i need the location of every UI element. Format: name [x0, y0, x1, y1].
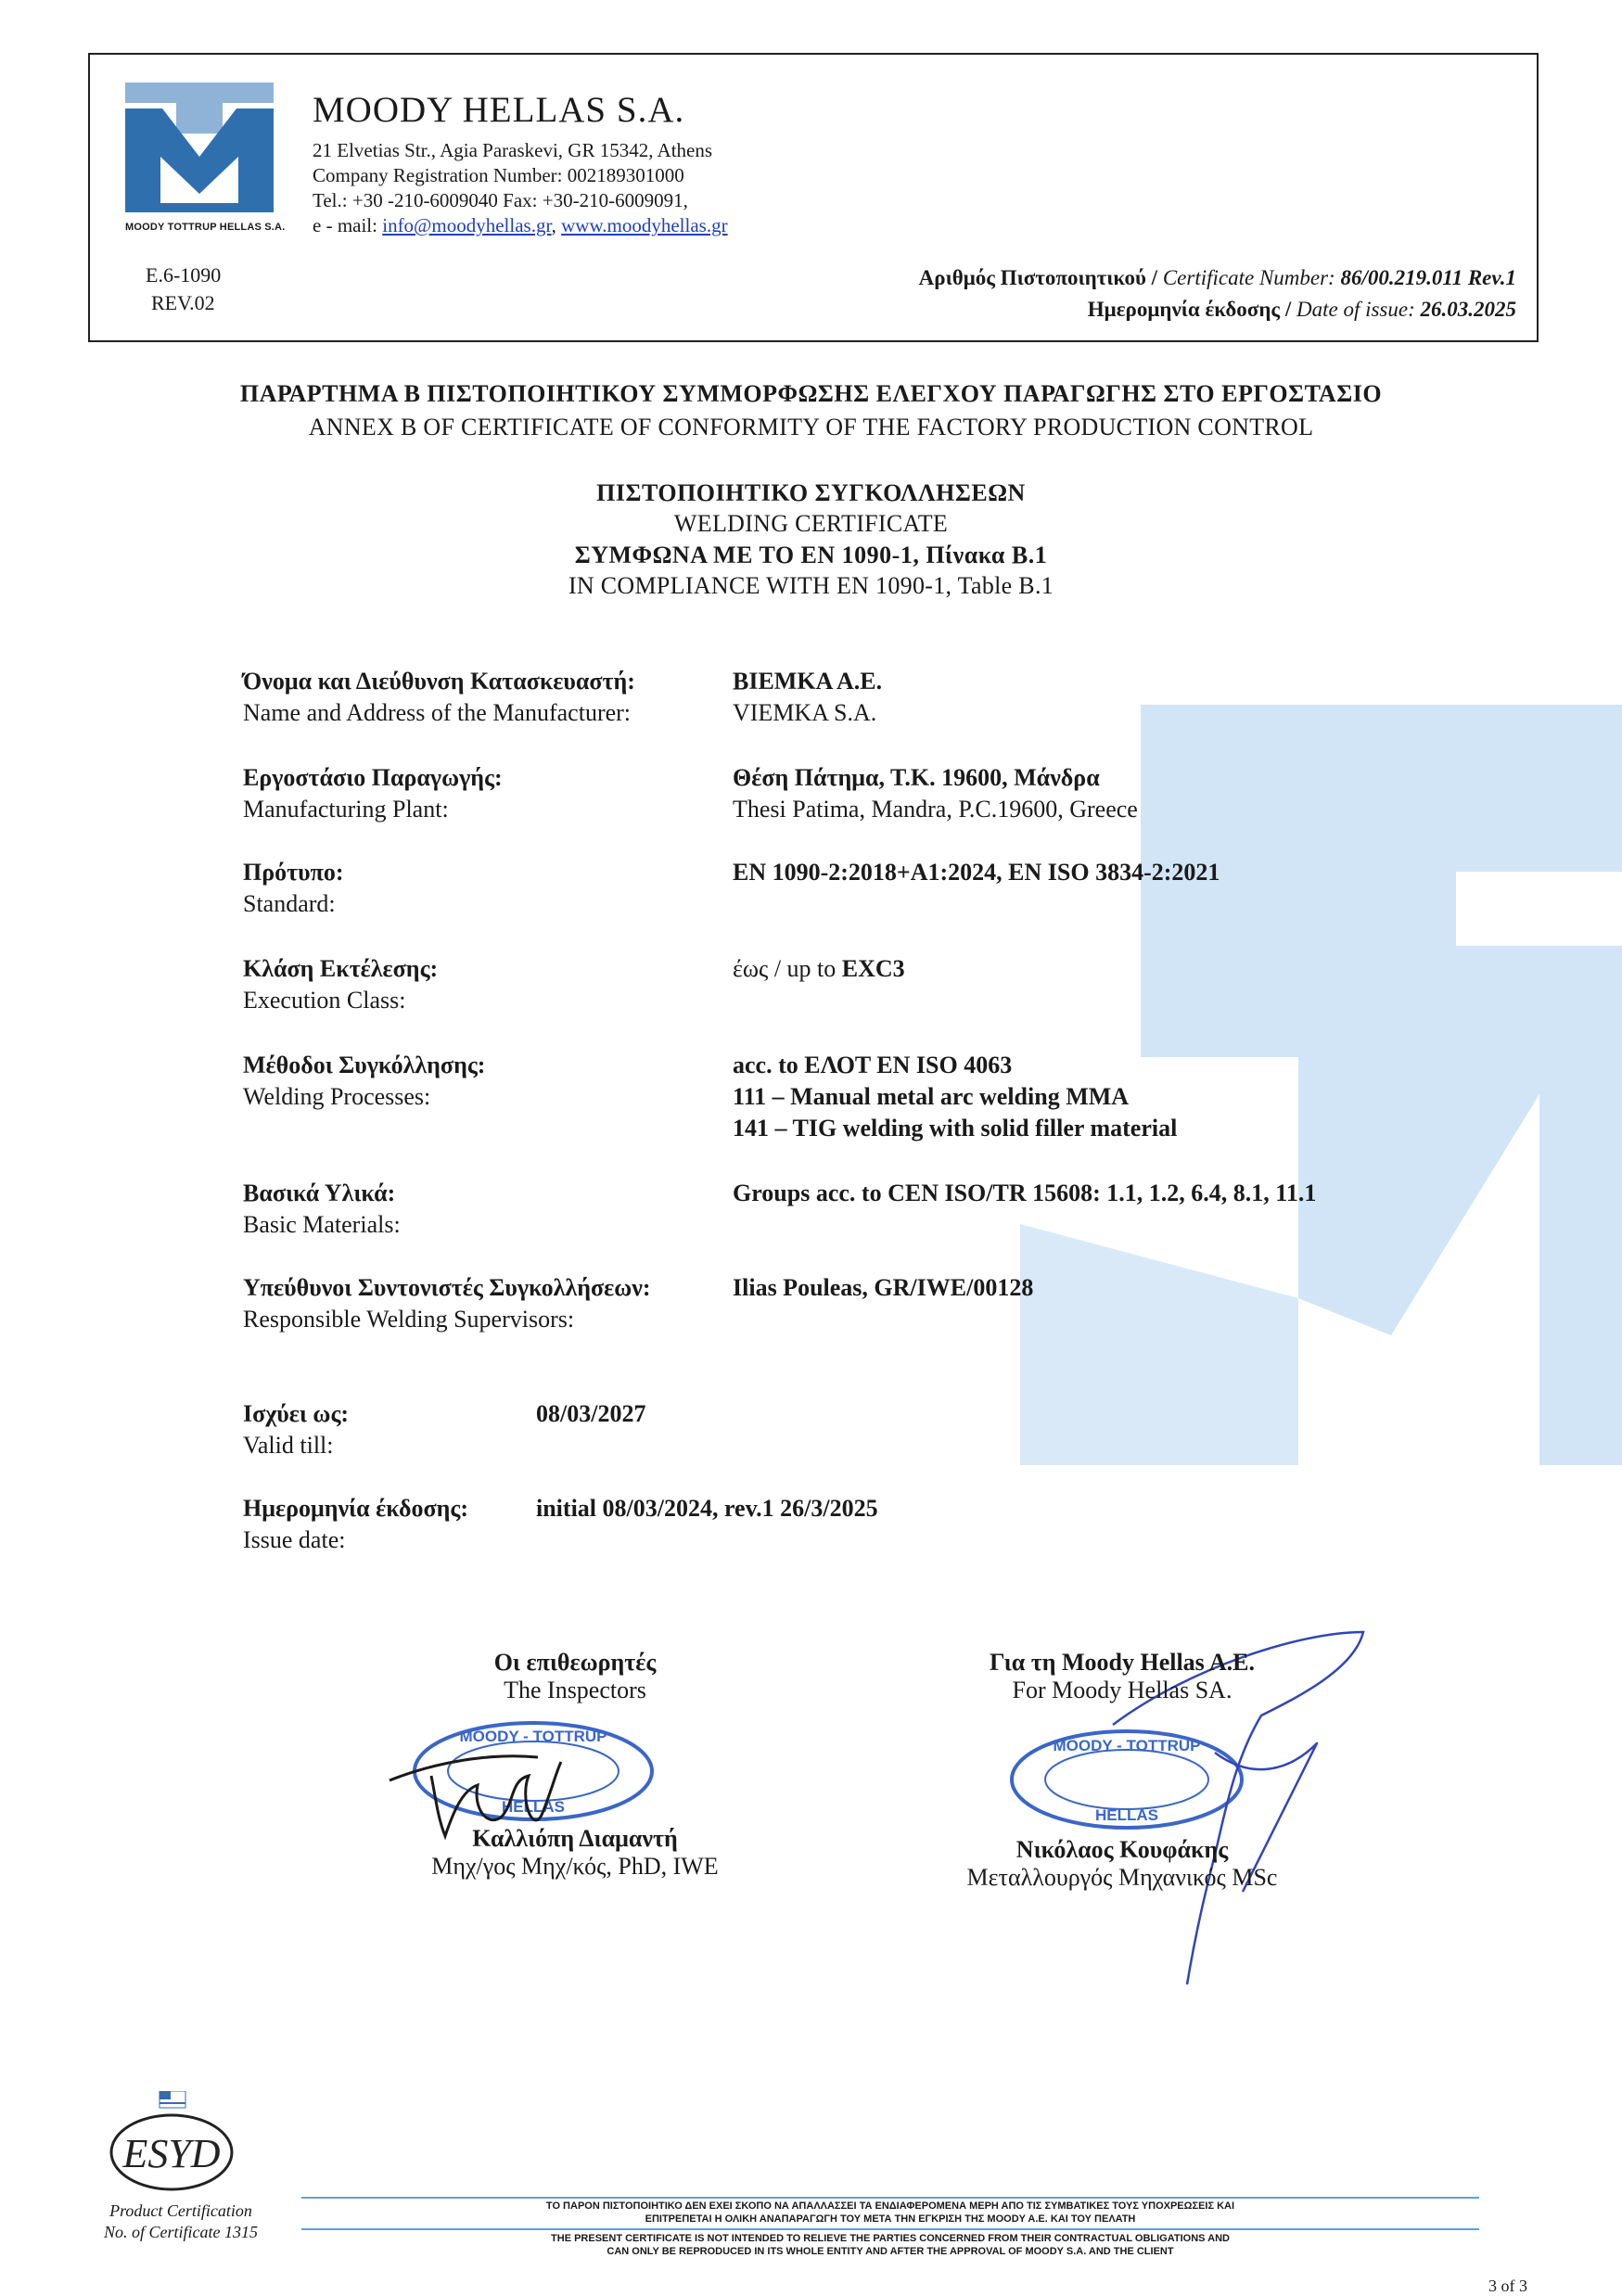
- address-line-1: 21 Elvetias Str., Agia Paraskevi, GR 15342, Athens: [313, 139, 713, 161]
- doc-code: E.6-1090: [146, 263, 222, 287]
- inspectors-title-en: The Inspectors: [504, 1677, 646, 1703]
- supervisors-label-gr: Υπεύθυνοι Συντονιστές Συγκολλήσεων:: [243, 1274, 651, 1301]
- execution-class-label-gr: Κλάση Εκτέλεσης:: [243, 955, 439, 982]
- annex-title-gr: ΠΑΡΑΡΤΗΜΑ B ΠΙΣΤΟΠΟΙΗΤΙΚΟΥ ΣΥΜΜΟΡΦΩΣΗΣ ΕΛΕΓΧΟΥ ΠΑΡΑΓΩΓΗΣ ΣΤΟ ΕΡΓΟΣΤΑΣΙΟ: [239, 380, 1383, 407]
- welding-process-141: 141 – TIG welding with solid filler material: [733, 1115, 1178, 1142]
- company-signatory-block: [927, 1649, 1317, 1704]
- company-signatory-name-block: [927, 1836, 1317, 1892]
- email-link[interactable]: info@moodyhellas.gr: [382, 214, 552, 236]
- disclaimer-gr-line2: ΕΠΙΤΡΕΠΕΤΑΙ Η ΟΛΙΚΗ ΑΝΑΠΑΡΑΓΩΓΗ ΤΟΥ ΜΕΤΑ ΤΗΝ ΕΓΚΡΙΣΗ ΤΗΣ MOODY A.E. ΚΑΙ ΤΟΥ ΠΕΛΑΤΗ: [645, 2213, 1136, 2225]
- plant-value-gr: Θέση Πάτημα, Τ.Κ. 19600, Μάνδρα: [733, 764, 1100, 791]
- valid-till-label-en: Valid till:: [243, 1432, 334, 1459]
- execution-class-label-en: Execution Class:: [243, 987, 406, 1014]
- plant-label-en: Manufacturing Plant:: [243, 796, 449, 823]
- company-stamp-top-text: MOODY - TOTTRUP: [1053, 1737, 1201, 1754]
- esyd-logo-text: ESYD: [122, 2131, 221, 2176]
- basic-materials-label-gr: Βασικά Υλικά:: [243, 1180, 396, 1206]
- plant-label-gr: Εργοστάσιο Παραγωγής:: [243, 764, 503, 791]
- certificate-number-line: [919, 266, 1516, 290]
- phone-fax: Tel.: +30 -210-6009040 Fax: +30-210-6009091,: [313, 189, 688, 211]
- page-number: 3 of 3: [1488, 2277, 1527, 2295]
- execution-class-prefix: έως / up to: [733, 955, 842, 982]
- registration-number: Company Registration Number: 002189301000: [313, 164, 684, 186]
- logo-caption: MOODY TOTTRUP HELLAS S.A.: [125, 222, 286, 233]
- company-logo: [125, 83, 274, 217]
- issue-date-label-en: Issue date:: [243, 1526, 346, 1553]
- website-link[interactable]: www.moodyhellas.gr: [561, 214, 728, 236]
- inspector-name: Καλλιόπη Διαμαντή: [472, 1825, 678, 1852]
- company-signatory-name: Νικόλαος Κουφάκης: [1015, 1836, 1229, 1863]
- manufacturer-label-gr: Όνομα και Διεύθυνση Κατασκευαστή:: [243, 668, 635, 695]
- doc-revision: REV.02: [151, 291, 215, 314]
- company-signatory-role: Μεταλλουργός Μηχανικός MSc: [966, 1864, 1278, 1891]
- footer-line-top: [301, 2197, 1479, 2199]
- footer-line-middle: [301, 2228, 1479, 2230]
- certificate-title-gr: ΠΙΣΤΟΠΟΙΗΤΙΚΟ ΣΥΓΚΟΛΛΗΣΕΩΝ: [596, 479, 1026, 506]
- manufacturer-value-en: VIEMKA S.A.: [733, 699, 877, 726]
- manufacturer-label-en: Name and Address of the Manufacturer:: [243, 699, 632, 726]
- manufacturer-value-gr: ΒΙΕΜΚΑ Α.Ε.: [733, 668, 883, 695]
- separator: ,: [551, 214, 562, 236]
- cert-number-label-gr: Αριθμός Πιστοποιητικού /: [918, 266, 1163, 289]
- standard-value: EN 1090-2:2018+A1:2024, EN ISO 3834-2:2021: [733, 859, 1220, 886]
- issue-label-gr: Ημερομηνία έκδοσης /: [1087, 298, 1296, 321]
- execution-class: EXC3: [841, 955, 905, 982]
- esyd-caption: [83, 2200, 278, 2243]
- disclaimer-gr-line1: ΤΟ ΠΑΡΟΝ ΠΙΣΤΟΠΟΙΗΤΙΚΟ ΔΕΝ ΕΧΕΙ ΣΚΟΠΟ ΝΑ ΑΠΑΛΛΑΣΣΕΙ ΤΑ ΕΝΔΙΑΦΕΡΟΜΕΝΑ ΜΕΡΗ ΑΠΟ ΤΙΣ ΣΥΜΒΑΤΙΚΕΣ ΤΟΥΣ ΥΠΟΧΡΕΩΣΕΙΣ ΚΑΙ: [545, 2200, 1235, 2212]
- valid-till-label-gr: Ισχύει ως:: [243, 1400, 350, 1427]
- stamp-bottom-text: HELLAS: [502, 1798, 565, 1816]
- disclaimer-en-line1: THE PRESENT CERTIFICATE IS NOT INTENDED TO RELIEVE THE PARTIES CONCERNED FROM THEIR CONTRACTUAL OBLIGATIONS AND: [551, 2233, 1230, 2244]
- welding-processes-label-en: Welding Processes:: [243, 1083, 431, 1110]
- date-of-issue-line: [1088, 298, 1516, 322]
- annex-title-en: ANNEX B OF CERTIFICATE OF CONFORMITY OF THE FACTORY PRODUCTION CONTROL: [308, 414, 1314, 440]
- valid-till-value: 08/03/2027: [536, 1400, 646, 1427]
- welding-processes-label-gr: Μέθοδοι Συγκόλλησης:: [243, 1052, 486, 1078]
- company-signatory-title-gr: Για τη Moody Hellas A.E.: [990, 1649, 1255, 1676]
- standard-label-gr: Πρότυπο:: [243, 859, 344, 886]
- email-prefix: e - mail:: [313, 214, 383, 236]
- disclaimer-en: [306, 2232, 1475, 2258]
- inspectors-title-gr: Οι επιθεωρητές: [493, 1649, 657, 1676]
- plant-value-en: Thesi Patima, Mandra, P.C.19600, Greece: [733, 796, 1138, 823]
- contact-line: [313, 213, 728, 238]
- compliance-gr: ΣΥΜΦΩΝΑ ΜΕ ΤΟ EN 1090-1, Πίνακα Β.1: [574, 542, 1048, 568]
- issue-date-value: initial 08/03/2024, rev.1 26/3/2025: [536, 1495, 878, 1522]
- company-name: MOODY HELLAS S.A.: [313, 90, 685, 130]
- inspector-role: Μηχ/γος Μηχ/κός, PhD, IWE: [431, 1853, 719, 1880]
- esyd-logo: [102, 2091, 241, 2193]
- issue-date: 26.03.2025: [1420, 298, 1516, 321]
- cert-number-label-en: Certificate Number:: [1162, 266, 1341, 289]
- standard-label-en: Standard:: [243, 890, 336, 917]
- company-signatory-title-en: For Moody Hellas SA.: [1012, 1677, 1232, 1703]
- issue-label-en: Date of issue:: [1296, 298, 1421, 321]
- inspector-name-block: [343, 1825, 807, 1881]
- stamp-top-text: MOODY - TOTTRUP: [459, 1728, 607, 1745]
- basic-materials-label-en: Basic Materials:: [243, 1211, 401, 1238]
- certificate-title-en: WELDING CERTIFICATE: [673, 510, 949, 537]
- issue-date-label-gr: Ημερομηνία έκδοσης:: [243, 1495, 469, 1522]
- welding-process-111: 111 – Manual metal arc welding MMA: [733, 1083, 1130, 1110]
- header-box: [88, 53, 1539, 342]
- compliance-en: IN COMPLIANCE WITH EN 1090-1, Table B.1: [568, 572, 1054, 599]
- cert-number: 86/00.219.011 Rev.1: [1340, 266, 1516, 289]
- execution-class-value: [733, 955, 905, 983]
- disclaimer-gr: [306, 2200, 1475, 2226]
- esyd-caption-line2: No. of Certificate 1315: [104, 2223, 258, 2241]
- supervisors-label-en: Responsible Welding Supervisors:: [243, 1306, 575, 1333]
- company-stamp-bottom-text: HELLAS: [1095, 1806, 1158, 1824]
- disclaimer-en-line2: CAN ONLY BE REPRODUCED IN ITS WHOLE ENTITY AND AFTER THE APPROVAL OF MOODY S.A. AND THE CLIENT: [607, 2246, 1174, 2257]
- esyd-caption-line1: Product Certification: [109, 2201, 252, 2220]
- basic-materials-value: Groups acc. to CEN ISO/TR 15608: 1.1, 1.2, 6.4, 8.1, 11.1: [733, 1180, 1317, 1206]
- welding-process-standard: acc. to ΕΛΟΤ EN ISO 4063: [733, 1052, 1013, 1078]
- inspectors-block: [343, 1649, 807, 1704]
- supervisors-value: Ilias Pouleas, GR/IWE/00128: [733, 1274, 1034, 1301]
